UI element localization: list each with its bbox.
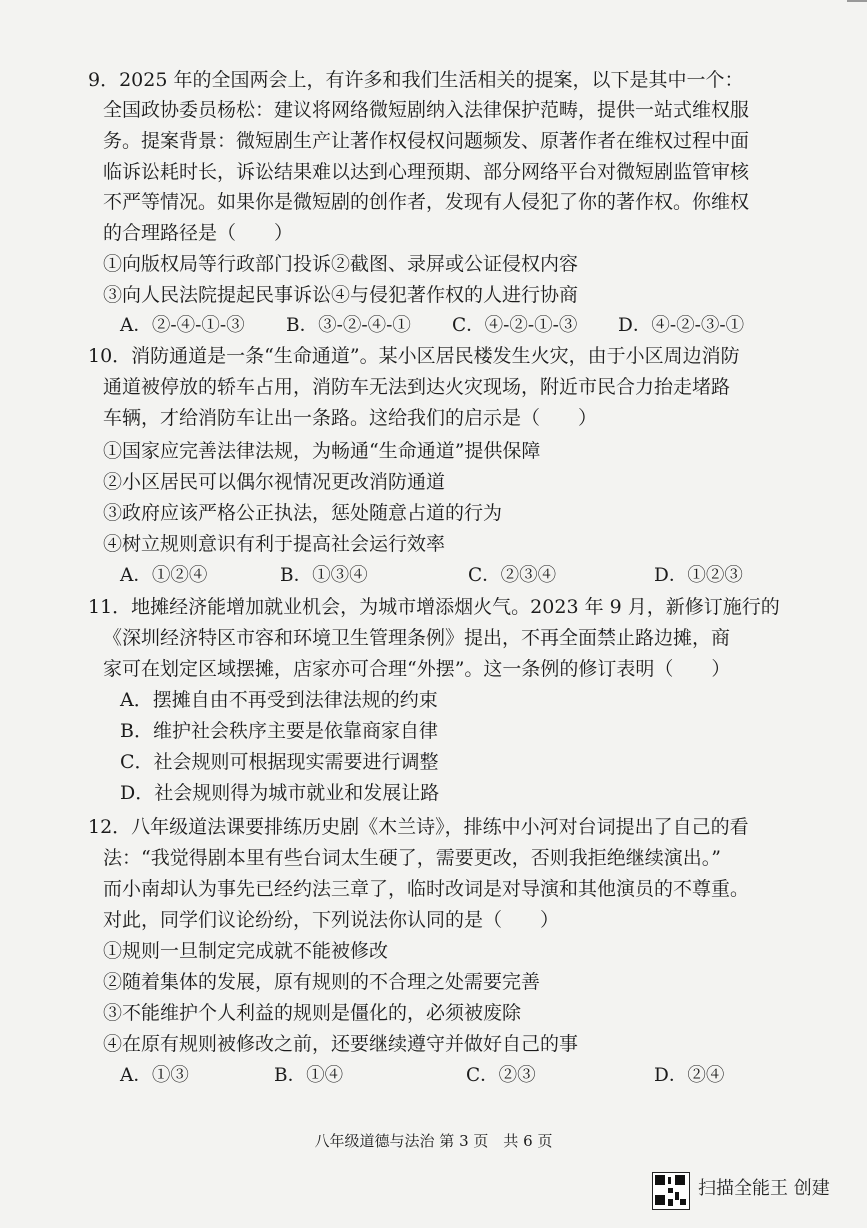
question-line: ③政府应该严格公正执法，惩处随意占道的行为	[103, 502, 503, 524]
question-line: 而小南却认为事先已经约法三章了，临时改词是对导演和其他演员的不尊重。	[103, 878, 750, 900]
option-d: D．社会规则得为城市就业和发展让路	[120, 782, 440, 804]
option-c: C．④-②-①-③	[452, 315, 578, 336]
question-line: 9．2025 年的全国两会上，有许多和我们生活相关的提案，以下是其中一个：	[88, 69, 744, 91]
question-line: ②随着集体的发展，原有规则的不合理之处需要完善	[103, 971, 541, 993]
question-line: ①向版权局等行政部门投诉②截图、录屏或公证侵权内容	[103, 253, 579, 275]
page-corner-mark	[847, 0, 867, 12]
question-line: 法：“我觉得剧本里有些台词太生硬了，需要更改，否则我拒绝继续演出。”	[103, 847, 721, 869]
option-b: B．①③④	[280, 565, 368, 586]
question-line: ①规则一旦制定完成就不能被修改	[103, 940, 389, 962]
qr-code-icon	[652, 1172, 690, 1210]
option-b: B．③-②-④-①	[286, 315, 411, 336]
question-line: 全国政协委员杨松：建议将网络微短剧纳入法律保护范畴，提供一站式维权服	[103, 99, 750, 121]
question-line: ③向人民法院提起民事诉讼④与侵犯著作权的人进行协商	[103, 284, 579, 306]
question-line: 临诉讼耗时长，诉讼结果难以达到心理预期、部分网络平台对微短剧监管审核	[103, 161, 750, 183]
option-c: C．社会规则可根据现实需要进行调整	[120, 751, 439, 773]
question-line: 的合理路径是（ ）	[103, 222, 294, 244]
question-line: 务。提案背景：微短剧生产让著作权侵权问题频发、原著作者在维权过程中面	[103, 130, 750, 152]
option-c: C．②③	[466, 1065, 536, 1086]
option-d: D．①②③	[654, 565, 743, 586]
question-line: ④在原有规则被修改之前，还要继续遵守并做好自己的事	[103, 1033, 579, 1055]
option-d: D．②④	[654, 1065, 725, 1086]
question-line: 车辆，才给消防车让出一条路。这给我们的启示是（ ）	[103, 407, 598, 429]
question-line: ①国家应完善法律法规，为畅通“生命通道”提供保障	[103, 440, 541, 462]
question-line: ③不能维护个人利益的规则是僵化的，必须被废除	[103, 1002, 522, 1024]
option-a: A．摆摊自由不再受到法律法规的约束	[120, 689, 438, 711]
question-line: ④树立规则意识有利于提高社会运行效率	[103, 533, 446, 555]
question-line: 通道被停放的轿车占用，消防车无法到达火灾现场，附近市民合力抬走堵路	[103, 376, 731, 398]
question-line: 家可在划定区域摆摊，店家亦可合理“外摆”。这一条例的修订表明（ ）	[103, 658, 731, 680]
option-b: B．维护社会秩序主要是依靠商家自律	[120, 720, 438, 742]
option-a: A．①②④	[120, 565, 208, 586]
question-line: ②小区居民可以偶尔视情况更改消防通道	[103, 471, 446, 493]
page-footer: 八年级道德与法治 第 3 页 共 6 页	[314, 1132, 553, 1150]
question-line: 11．地摊经济能增加就业机会，为城市增添烟火气。2023 年 9 月，新修订施行的	[88, 596, 780, 618]
scanner-watermark-text: 扫描全能王 创建	[698, 1178, 830, 1199]
option-a: A．②-④-①-③	[120, 315, 245, 336]
question-line: 10．消防通道是一条“生命通道”。某小区居民楼发生火灾，由于小区周边消防	[88, 345, 740, 367]
option-a: A．①③	[120, 1065, 189, 1086]
question-line: 不严等情况。如果你是微短剧的创作者，发现有人侵犯了你的著作权。你维权	[103, 191, 750, 213]
question-line: 对此，同学们议论纷纷，下列说法你认同的是（ ）	[103, 909, 560, 931]
option-c: C．②③④	[468, 565, 557, 586]
question-line: 《深圳经济特区市容和环境卫生管理条例》提出，不再全面禁止路边摊，商	[103, 627, 731, 649]
option-b: B．①④	[274, 1065, 344, 1086]
question-line: 12．八年级道法课要排练历史剧《木兰诗》，排练中小河对台词提出了自己的看	[88, 816, 749, 838]
option-d: D．④-②-③-①	[618, 315, 745, 336]
